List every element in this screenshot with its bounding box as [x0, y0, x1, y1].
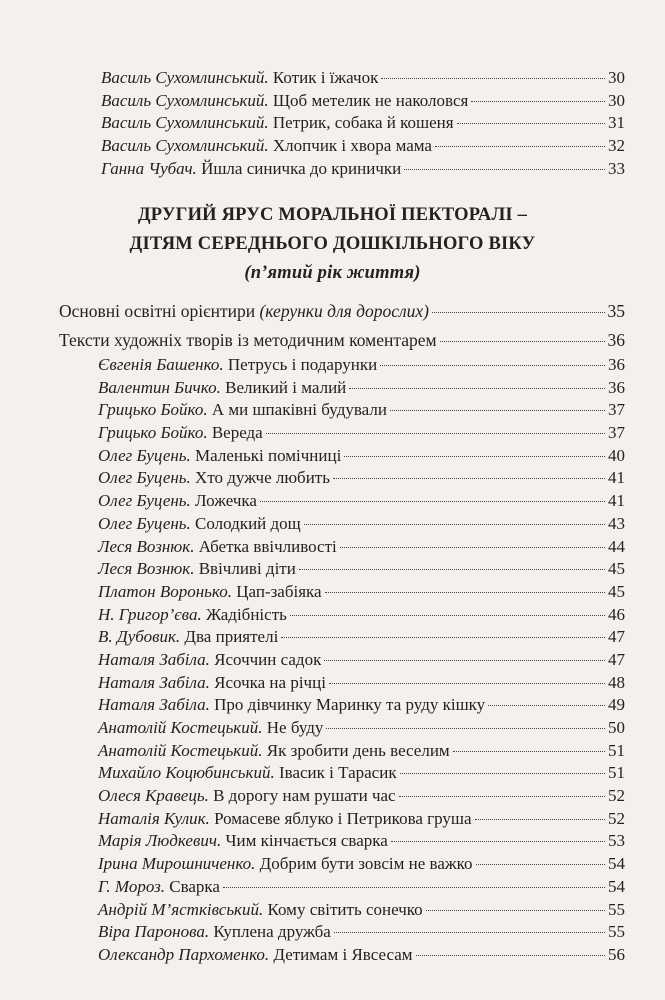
toc-entry-author: Марія Людкевич.	[98, 831, 222, 851]
toc-page-number: 31	[608, 113, 625, 133]
dot-leader	[440, 341, 605, 342]
toc-entry	[0, 853, 665, 876]
dot-leader	[457, 123, 605, 124]
toc-entry-title: В дорогу нам рушати час	[213, 786, 396, 806]
toc-entry-author: Михайло Коцюбинський.	[98, 763, 275, 783]
toc-page-number: 35	[607, 301, 625, 321]
toc-page-number: 44	[608, 536, 625, 556]
toc-main-list	[0, 354, 665, 967]
toc-page-number: 45	[608, 559, 625, 579]
toc-entry-title: Хто дужче любить	[195, 468, 330, 488]
toc-page-number: 43	[608, 513, 625, 533]
toc-entry-title: Котик і їжачок	[272, 68, 379, 87]
toc-entry-author: Наталія Кулик.	[98, 808, 210, 828]
toc-entry	[0, 649, 665, 672]
toc-page-number: 32	[608, 136, 625, 156]
toc-entry-title: Йшла синичка до кринички	[201, 158, 402, 178]
toc-entry-author: Платон Воронько.	[98, 581, 232, 601]
toc-page-number: 56	[608, 944, 625, 964]
section-heading-line2: ДІТЯМ СЕРЕДНЬОГО ДОШКІЛЬНОГО ВІКУ	[129, 234, 536, 254]
toc-entry-title: Вереда	[211, 423, 263, 443]
toc-entry-title: Ромасеве яблуко і Петрикова груша	[214, 808, 472, 828]
toc-entry-title: Петрик, собака й кошеня	[272, 113, 454, 133]
toc-entry	[0, 808, 665, 831]
toc-entry	[0, 513, 665, 536]
section-heading-line1: ДРУГИЙ ЯРУС МОРАЛЬНОЇ ПЕКТОРАЛІ –	[137, 205, 528, 225]
toc-entry-author: Олег Буцень.	[98, 491, 191, 511]
toc-entry-author: Василь Сухомлинський.	[101, 68, 269, 87]
toc-page-number: 30	[608, 90, 625, 110]
toc-entry-author: Н. Григор’єва.	[98, 604, 202, 624]
toc-entry-title: Ясоччин садок	[214, 649, 322, 669]
dot-leader	[399, 796, 605, 797]
dot-leader	[453, 751, 605, 752]
toc-page-number: 46	[608, 604, 625, 624]
toc-section-italic: (керунки для дорослих)	[259, 301, 429, 321]
toc-page-number: 54	[608, 854, 625, 874]
toc-entry-title: Куплена дружба	[213, 922, 331, 942]
toc-entry	[0, 158, 665, 181]
toc-entry	[0, 921, 665, 944]
dot-leader	[391, 841, 605, 842]
dot-leader	[329, 683, 605, 684]
toc-entry	[0, 536, 665, 559]
toc-page-number: 52	[608, 786, 625, 806]
toc-entry-author: Євгенія Башенко.	[98, 355, 224, 374]
dot-leader	[416, 955, 606, 956]
toc-page-number: 51	[608, 763, 625, 783]
toc-entry-author: Василь Сухомлинський.	[101, 90, 269, 110]
dot-leader	[334, 932, 605, 933]
toc-entry-author: Валентин Бичко.	[98, 377, 221, 397]
dot-leader	[281, 637, 605, 638]
toc-entry-title: Абетка ввічливості	[198, 536, 337, 556]
toc-page-number: 53	[608, 831, 625, 851]
toc-entry	[0, 354, 665, 377]
toc-section-row	[0, 297, 665, 326]
toc-entry	[0, 377, 665, 400]
toc-entry-title: Детимам і Явсесам	[273, 944, 413, 964]
toc-page-number: 55	[608, 899, 625, 919]
toc-entry-title: Великий і малий	[225, 377, 347, 397]
dot-leader	[390, 410, 605, 411]
toc-entry-author: Василь Сухомлинський.	[101, 136, 269, 156]
dot-leader	[471, 101, 605, 102]
toc-section-row	[0, 326, 665, 355]
toc-entry	[0, 581, 665, 604]
toc-entry-author: Анатолій Костецький.	[98, 740, 263, 760]
dot-leader	[290, 615, 605, 616]
toc-entry-title: Жадібність	[205, 604, 287, 624]
toc-page-number: 30	[608, 68, 625, 87]
toc-page-number: 47	[608, 627, 625, 647]
toc-entry-author: Наталя Забіла.	[98, 672, 210, 692]
dot-leader	[426, 910, 605, 911]
toc-page-number: 45	[608, 581, 625, 601]
dot-leader	[404, 169, 605, 170]
dot-leader	[333, 478, 605, 479]
toc-entry	[0, 717, 665, 740]
toc-entry-title: Чим кінчається сварка	[225, 831, 388, 851]
dot-leader	[435, 146, 605, 147]
toc-entry-title: Маленькі помічниці	[195, 445, 342, 465]
toc-entry-author: Леся Вознюк.	[98, 559, 195, 579]
toc-entry-title: Добрим бути зовсім не важко	[259, 854, 473, 874]
toc-entry	[0, 762, 665, 785]
toc-entry	[0, 694, 665, 717]
toc-page-number: 37	[608, 400, 625, 420]
toc-entry-author: Віра Паронова.	[98, 922, 210, 942]
dot-leader	[325, 592, 605, 593]
toc-page-number: 55	[608, 922, 625, 942]
toc-entry-title: Солодкий дощ	[195, 513, 301, 533]
toc-page-number: 36	[607, 330, 625, 350]
toc-entry	[0, 399, 665, 422]
toc-entry-author: В. Дубовик.	[98, 627, 181, 647]
toc-entry-title: Ввічливі діти	[198, 559, 296, 579]
dot-leader	[380, 365, 605, 366]
toc-page-number: 36	[608, 377, 625, 397]
toc-entry-author: Олег Буцень.	[98, 445, 191, 465]
toc-section-text: Тексти художніх творів із методичним коментарем	[59, 330, 437, 350]
toc-entry-title: Хлопчик і хвора мама	[272, 136, 432, 156]
toc-page-number: 52	[608, 808, 625, 828]
toc-entry-author: Олеся Кравець.	[98, 786, 209, 806]
dot-leader	[400, 773, 605, 774]
toc-entry	[0, 467, 665, 490]
dot-leader	[432, 312, 605, 313]
dot-leader	[223, 887, 605, 888]
toc-entry-title: Петрусь і подарунки	[227, 355, 378, 374]
dot-leader	[260, 501, 605, 502]
toc-section-text: Основні освітні орієнтири	[59, 301, 256, 321]
toc-entry	[0, 899, 665, 922]
toc-entry	[0, 740, 665, 763]
dot-leader	[299, 569, 605, 570]
toc-entry-author: Олег Буцень.	[98, 513, 191, 533]
toc-entry	[0, 490, 665, 513]
toc-entry-author: Василь Сухомлинський.	[101, 113, 269, 133]
toc-page-number: 47	[608, 649, 625, 669]
toc-page-number: 36	[608, 355, 625, 374]
toc-entry-author: Наталя Забіла.	[98, 695, 210, 715]
toc-entry-title: Кому світить сонечко	[267, 899, 423, 919]
dot-leader	[324, 660, 605, 661]
toc-entry	[0, 112, 665, 135]
toc-entry	[0, 785, 665, 808]
toc-entry-title: Івасик і Тарасик	[278, 763, 397, 783]
toc-entry	[0, 944, 665, 967]
toc-entry	[0, 445, 665, 468]
toc-page-number: 41	[608, 468, 625, 488]
toc-entry-author: Андрій М’ястківський.	[98, 899, 264, 919]
dot-leader	[344, 456, 605, 457]
toc-page-number: 33	[608, 158, 625, 178]
toc-entry-author: Ганна Чубач.	[101, 158, 197, 178]
toc-entry-title: Щоб метелик не наколовся	[272, 90, 469, 110]
toc-sections	[0, 297, 665, 355]
dot-leader	[381, 78, 605, 79]
toc-page-number: 50	[608, 718, 625, 737]
dot-leader	[488, 705, 605, 706]
dot-leader	[340, 547, 605, 548]
toc-entry-title: Цап-забіяка	[236, 581, 322, 601]
toc-page-number: 51	[608, 740, 625, 760]
dot-leader	[326, 728, 605, 729]
toc-entry	[0, 135, 665, 158]
toc-entry-author: Грицько Бойко.	[98, 400, 208, 420]
toc-entry	[0, 67, 665, 90]
toc-top-list	[0, 67, 665, 180]
toc-entry	[0, 626, 665, 649]
toc-page-number: 40	[608, 445, 625, 465]
toc-entry	[0, 830, 665, 853]
dot-leader	[304, 524, 605, 525]
toc-page-number: 37	[608, 423, 625, 443]
toc-entry	[0, 604, 665, 627]
toc-entry-author: Олег Буцень.	[98, 468, 191, 488]
toc-entry-title: Сварка	[169, 876, 220, 896]
toc-page-number: 41	[608, 491, 625, 511]
dot-leader	[475, 819, 605, 820]
toc-page-number: 48	[608, 672, 625, 692]
toc-entry	[0, 876, 665, 899]
toc-entry-author: Анатолій Костецький.	[98, 718, 263, 737]
toc-entry	[0, 558, 665, 581]
dot-leader	[476, 864, 605, 865]
toc-entry	[0, 90, 665, 113]
toc-entry	[0, 422, 665, 445]
toc-entry-author: Олександр Пархоменко.	[98, 944, 270, 964]
toc-entry-title: Про дівчинку Маринку та руду кішку	[214, 695, 486, 715]
toc-entry-title: Два приятелі	[184, 627, 279, 647]
toc-page-number: 49	[608, 695, 625, 715]
toc-entry-author: Леся Вознюк.	[98, 536, 195, 556]
toc-entry-author: Грицько Бойко.	[98, 423, 208, 443]
toc-entry-title: Ясочка на річці	[214, 672, 326, 692]
toc-entry-author: Ірина Мирошниченко.	[98, 854, 256, 874]
section-heading-subtitle: (п’ятий рік життя)	[244, 263, 421, 283]
toc-page-number: 54	[608, 876, 625, 896]
toc-entry-title: Як зробити день веселим	[266, 740, 450, 760]
toc-entry	[0, 672, 665, 695]
toc-entry-title: Не буду	[266, 718, 324, 737]
toc-entry-author: Наталя Забіла.	[98, 649, 210, 669]
toc-entry-author: Г. Мороз.	[98, 876, 165, 896]
dot-leader	[266, 433, 605, 434]
toc-entry-title: Ложечка	[195, 491, 257, 511]
toc-entry-title: А ми шпаківні будували	[211, 400, 387, 420]
dot-leader	[349, 388, 605, 389]
